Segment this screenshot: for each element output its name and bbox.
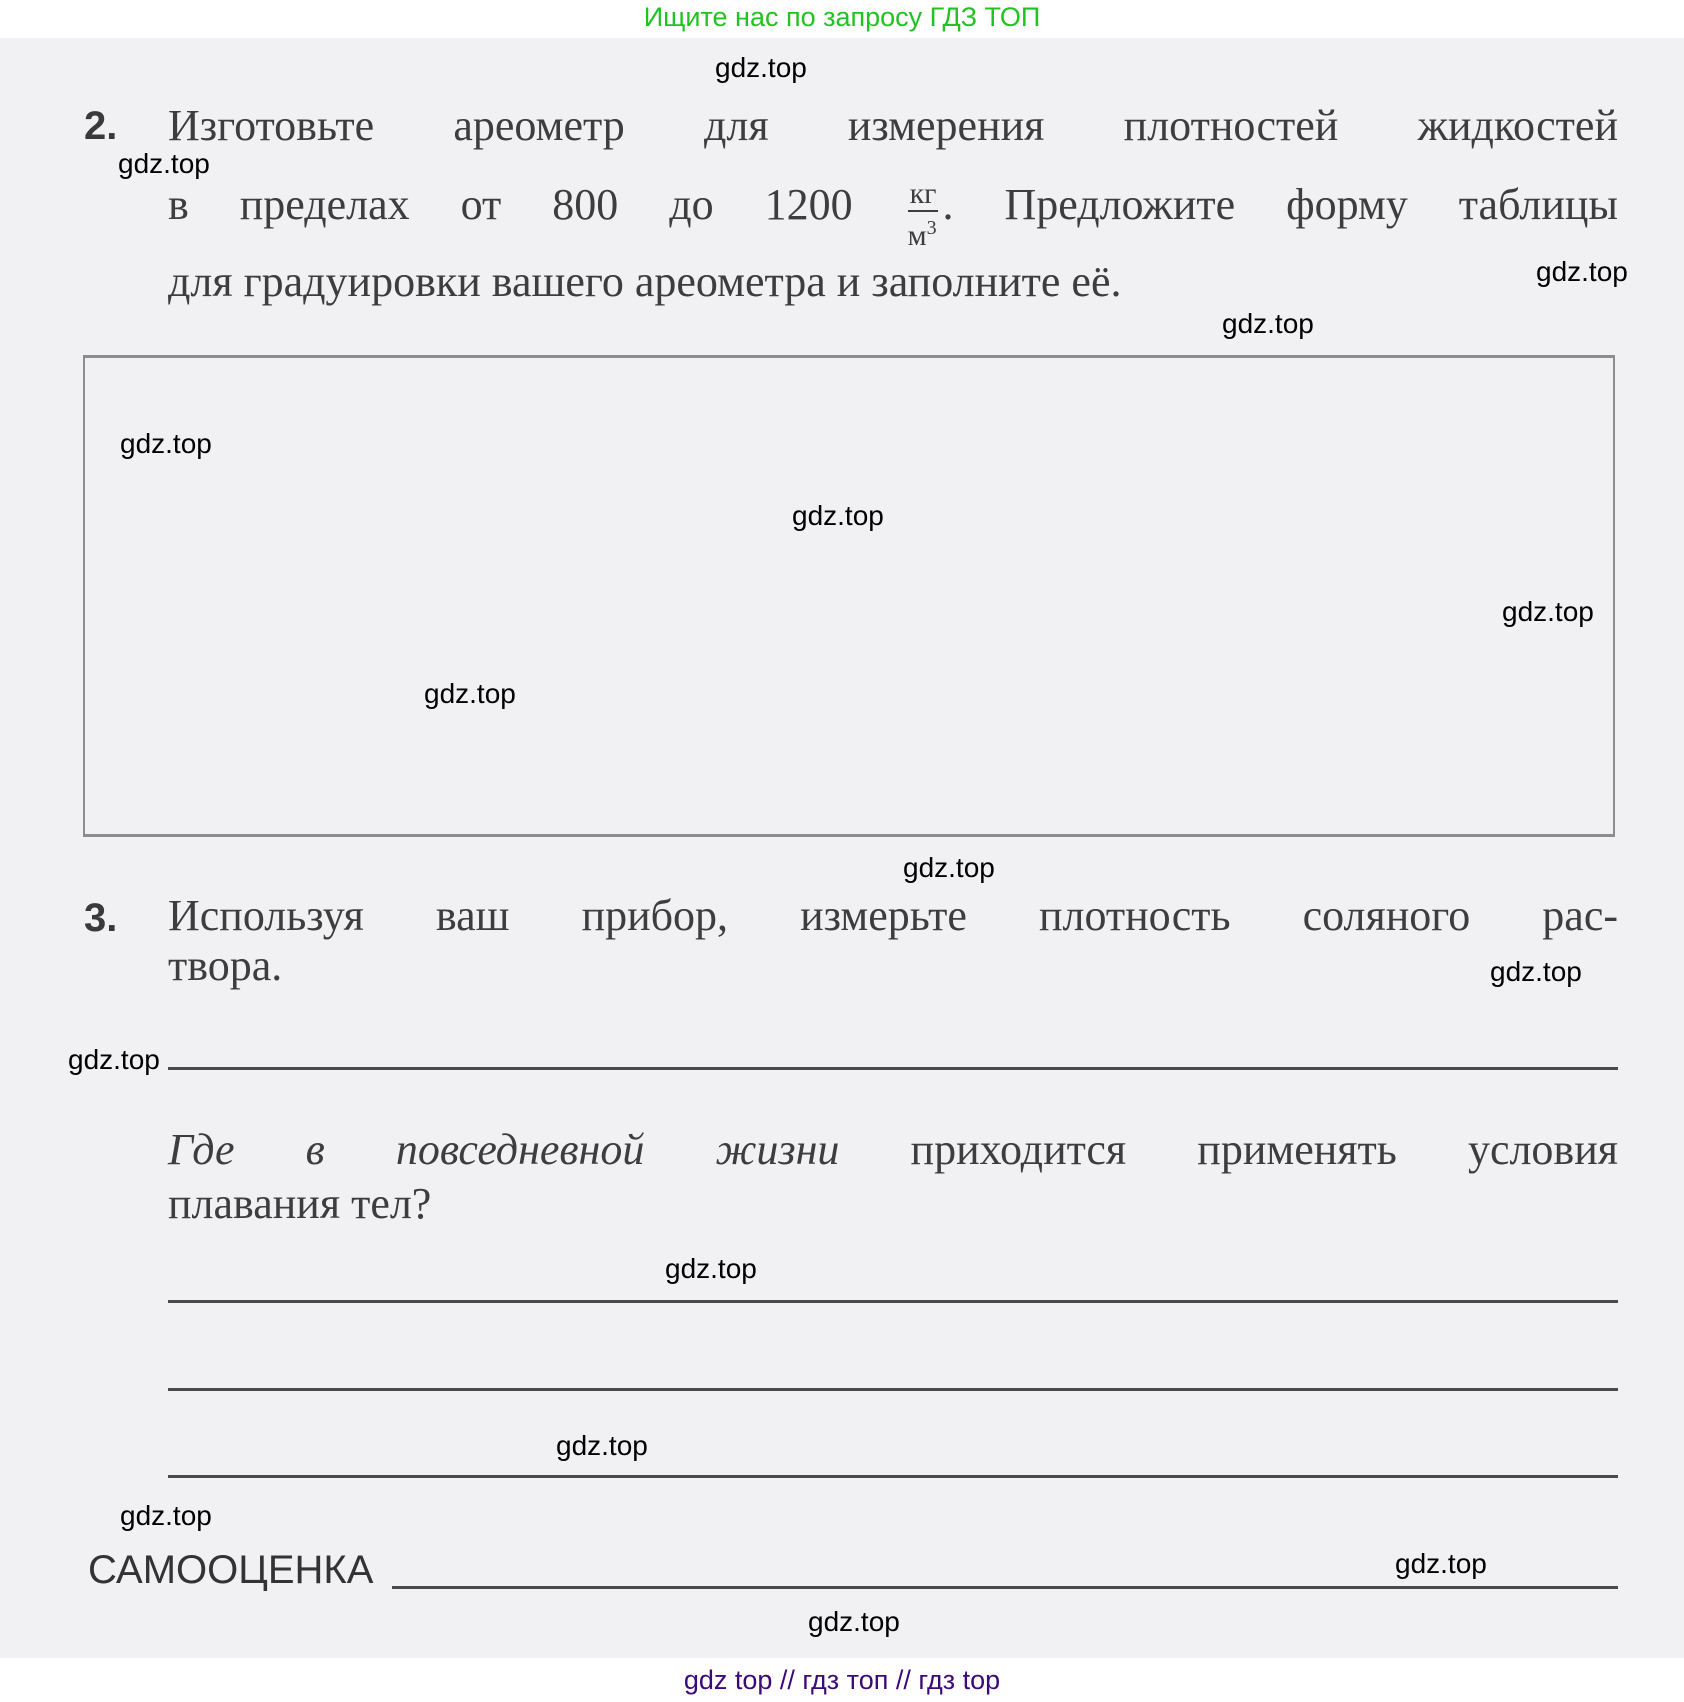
watermark: gdz.top xyxy=(68,1044,160,1075)
watermark: gdz.top xyxy=(1395,1548,1487,1579)
watermark: gdz.top xyxy=(715,52,807,83)
watermark: gdz.top xyxy=(1502,596,1594,627)
watermark: gdz.top xyxy=(1536,256,1628,287)
watermark: gdz.top xyxy=(1490,956,1582,987)
task-2-number: 2. xyxy=(84,104,118,148)
task-2-line-2 xyxy=(168,172,1618,252)
watermark: gdz.top xyxy=(665,1253,757,1284)
question-rest: приходится применять условия xyxy=(839,1125,1618,1174)
self-assessment-line[interactable] xyxy=(392,1586,1618,1589)
watermark: gdz.top xyxy=(1222,308,1314,339)
watermark: gdz.top xyxy=(556,1430,648,1461)
task-3-line-1: Используя ваш прибор, измерьте плотность соляного рас- xyxy=(168,891,1618,940)
unit-denominator xyxy=(908,212,939,252)
answer-line-2[interactable] xyxy=(168,1388,1618,1391)
question-italic: Где в повседневной жизни xyxy=(168,1125,840,1174)
task-3-number: 3. xyxy=(84,896,118,940)
answer-box-table[interactable] xyxy=(83,355,1615,837)
unit-power: 3 xyxy=(926,217,937,239)
task-2-line-1: Изготовьте ареометр для измерения плотностей жидкостей xyxy=(168,101,1618,150)
watermark: gdz.top xyxy=(424,678,516,709)
task-3-line-2: твора. xyxy=(168,941,283,990)
task-2-range-text: в пределах от 800 до 1200 xyxy=(168,180,853,230)
watermark: gdz.top xyxy=(808,1606,900,1637)
task-2-line-3: для градуировки вашего ареометра и заполните её. xyxy=(168,257,1122,306)
answer-line-task-3[interactable] xyxy=(168,1067,1618,1070)
self-assessment-label: САМООЦЕНКА xyxy=(88,1548,374,1592)
top-banner: Ищите нас по запросу ГДЗ ТОП xyxy=(0,0,1684,38)
bottom-banner: gdz top // гдз топ // гдз top xyxy=(0,1658,1684,1701)
question-line-1 xyxy=(168,1124,1618,1175)
unit-numerator: кг xyxy=(909,177,937,210)
question-line-2: плавания тел? xyxy=(168,1179,432,1228)
watermark: gdz.top xyxy=(120,428,212,459)
unit-denominator-base: м xyxy=(907,219,927,252)
watermark: gdz.top xyxy=(792,500,884,531)
task-2-line-2-end: . Предложите форму таблицы xyxy=(942,180,1618,230)
answer-line-1[interactable] xyxy=(168,1300,1618,1303)
watermark: gdz.top xyxy=(120,1500,212,1531)
watermark: gdz.top xyxy=(903,852,995,883)
unit-fraction xyxy=(908,178,939,252)
watermark: gdz.top xyxy=(118,148,210,179)
answer-line-3[interactable] xyxy=(168,1475,1618,1478)
